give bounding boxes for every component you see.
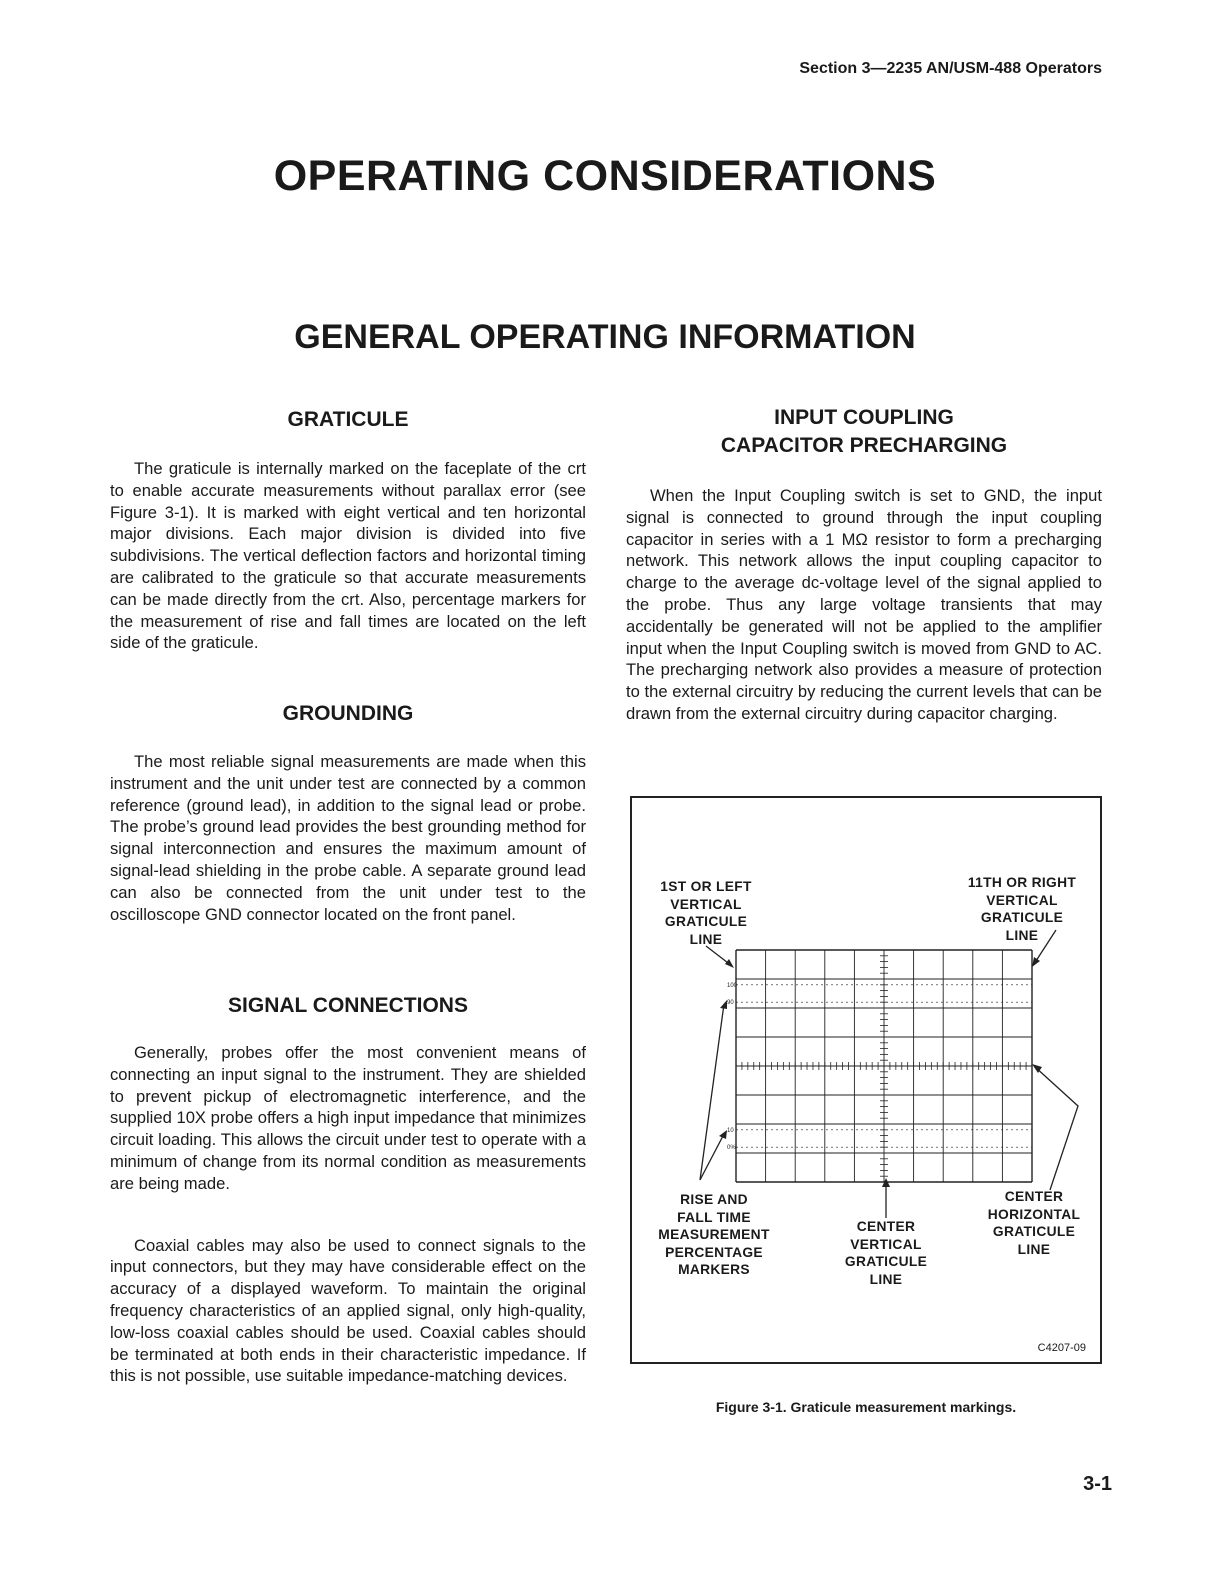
- label-line: GRATICULE: [664, 914, 748, 929]
- arrow-head-icon: [725, 959, 734, 968]
- arrow-head-icon: [1032, 957, 1040, 967]
- label-line: LINE: [689, 931, 723, 947]
- label-rise-fall-markers: [642, 1191, 786, 1279]
- label-line: VERTICAL: [670, 896, 742, 912]
- label-line: MEASUREMENT: [658, 1227, 770, 1242]
- page-number: 3-1: [1083, 1473, 1112, 1495]
- label-first-vertical-line: [646, 878, 766, 948]
- label-line: GRATICULE: [844, 1254, 928, 1269]
- graticule-section: [110, 406, 586, 654]
- label-center-horizontal-line: [972, 1188, 1096, 1258]
- grounding-paragraph: The most reliable signal measurements are made when this instrument and the unit under test are connected by a common reference (ground lead), in addition to the signal lead or probe. The probe’s ground lead provides the best grounding method for signal interconnection and ensures the maximum amount of signal-lead shielding in the probe cable. A separate ground lead can also be connected from the unit under test to the oscilloscope GND connector located on the front panel.: [110, 752, 586, 924]
- figure-code: C4207-09: [1037, 1342, 1086, 1354]
- section-header: Section 3—2235 AN/USM-488 Operators: [799, 60, 1102, 77]
- grounding-section: [110, 700, 586, 925]
- label-line: HORIZONTAL: [987, 1206, 1081, 1222]
- arrow-head-icon: [720, 1000, 727, 1009]
- leader-lines: [700, 930, 1078, 1218]
- graticule-heading: GRATICULE: [287, 408, 409, 431]
- leader-center-horizontal: [1034, 1066, 1078, 1190]
- signal-connections-paragraph-1: Generally, probes offer the most convenient means of connecting an input signal to the instrument. They are shielded to prevent pickup of electromagnetic interference, and the supplied 10X probe offers a high input impedance that minimizes circuit loading. This allows the circuit under test to operate with a minimum of change from its normal condition as measurements are being made.: [110, 1043, 586, 1193]
- label-line: VERTICAL: [986, 892, 1058, 908]
- grounding-heading: GROUNDING: [282, 702, 414, 725]
- graticule-paragraph: The graticule is internally marked on the faceplate of the crt to enable accurate measurements without parallax error (see Figure 3-1). It is marked with eight vertical and ten horizontal major divisions. Each major division is divided into five subdivisions. The vertical deflection factors and horizontal timing are calibrated to the graticule so that accurate measurements can be made directly from the crt. Also, percentage markers for the measurement of rise and fall times are located on the left side of the graticule.: [110, 459, 586, 653]
- label-line: 1ST OR LEFT: [660, 879, 752, 894]
- label-line: MARKERS: [678, 1262, 750, 1277]
- label-line: CENTER: [856, 1219, 916, 1234]
- arrow-head-icon: [719, 1130, 727, 1139]
- input-coupling-heading-line-1: INPUT COUPLING: [774, 406, 954, 429]
- page-subtitle: GENERAL OPERATING INFORMATION: [294, 318, 916, 356]
- label-line: LINE: [1017, 1241, 1051, 1257]
- label-line: FALL TIME: [677, 1209, 751, 1225]
- label-line: VERTICAL: [850, 1236, 922, 1252]
- label-eleventh-vertical-line: [952, 874, 1092, 944]
- label-line: LINE: [869, 1271, 903, 1287]
- figure-caption: Figure 3-1. Graticule measurement markings.: [715, 1399, 1017, 1415]
- percent-marker-label: 100: [727, 982, 738, 989]
- signal-connections-heading: SIGNAL CONNECTIONS: [228, 994, 468, 1017]
- percent-marker-label: 90: [727, 1000, 734, 1007]
- signal-connections-paragraph-2: Coaxial cables may also be used to connect signals to the input connectors, but they may have considerable effect on the accuracy of a displayed waveform. To maintain the original frequency characteristics of an applied signal, only high-quality, low-loss coaxial cables should be used. Coaxial cables should be terminated at both ends in their characteristic impedance. If this is not possible, use suitable impedance-matching devices.: [110, 1235, 586, 1386]
- leader-upper-marker: [700, 1004, 724, 1180]
- input-coupling-paragraph: When the Input Coupling switch is set to GND, the input signal is connected to ground through the input coupling capacitor in series with a 1 MΩ resistor to form a precharging network. This network allows the input coupling capacitor to charge to the average dc-voltage level of the signal applied to the probe. Thus any large voltage transients that may accidentally be generated will not be applied to the amplifier input when the Input Coupling switch is moved from GND to AC. The precharging network also provides a measure of protection to the external circuitry by reducing the current levels that can be drawn from the external circuitry during capacitor charging.: [626, 486, 1102, 723]
- label-line: GRATICULE: [980, 910, 1064, 925]
- signal-connections-section: [110, 992, 586, 1387]
- percent-marker-label: 0%: [727, 1145, 736, 1152]
- label-line: PERCENTAGE: [665, 1244, 763, 1260]
- label-line: CENTER: [1004, 1189, 1064, 1204]
- page-title: OPERATING CONSIDERATIONS: [273, 152, 937, 200]
- input-coupling-heading-line-2: CAPACITOR PRECHARGING: [720, 434, 1008, 457]
- label-line: 11TH OR RIGHT: [967, 875, 1077, 890]
- label-line: LINE: [1005, 927, 1039, 943]
- label-line: GRATICULE: [992, 1224, 1076, 1239]
- input-coupling-section: [626, 404, 1102, 725]
- label-line: RISE AND: [680, 1192, 748, 1207]
- label-center-vertical-line: [828, 1218, 944, 1288]
- percent-marker-label: 10: [727, 1127, 734, 1134]
- graticule-figure: [630, 796, 1102, 1364]
- graticule-grid: [736, 950, 1032, 1182]
